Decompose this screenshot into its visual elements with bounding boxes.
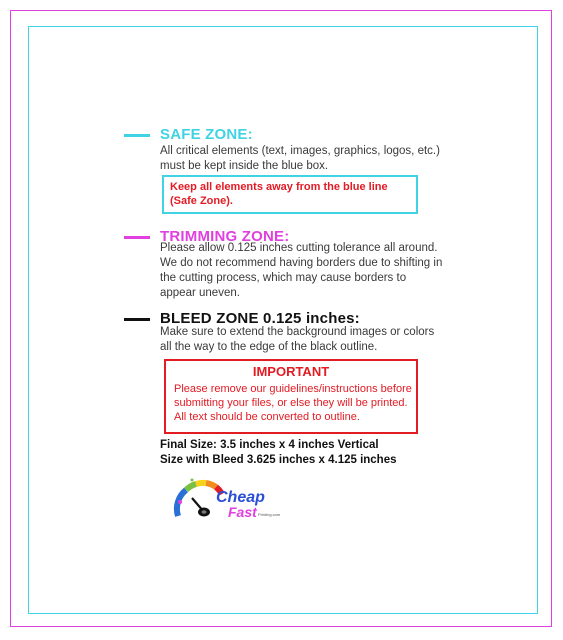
text-line: Keep all elements away from the blue line xyxy=(170,181,388,193)
text-line: Please remove our guidelines/instructions before xyxy=(174,383,412,395)
size-specifications xyxy=(160,438,397,468)
trimming-zone-legend-dash xyxy=(124,236,150,239)
logo-suffix: Printing.com xyxy=(258,512,281,517)
bleed-zone-legend-dash xyxy=(124,318,150,321)
speedometer-icon xyxy=(172,472,282,524)
safe-zone-description xyxy=(160,144,440,174)
final-size-text: Final Size: 3.5 inches x 4 inches Vertical xyxy=(160,439,379,451)
text-line: (Safe Zone). xyxy=(170,195,233,207)
important-title: IMPORTANT xyxy=(252,364,330,379)
trimming-zone-description xyxy=(160,241,442,301)
text-line: All text should be converted to outline. xyxy=(174,411,360,423)
logo-word-cheap: Cheap xyxy=(216,489,265,506)
text-line: the cutting process, which may cause borders to xyxy=(160,272,407,284)
bleed-zone-description xyxy=(160,325,434,355)
safe-zone-legend-dash xyxy=(124,134,150,137)
safe-zone-notice-box xyxy=(162,175,418,214)
text-line: All critical elements (text, images, graphics, logos, etc.) xyxy=(160,145,440,157)
text-line: all the way to the edge of the black outline. xyxy=(160,341,378,353)
trimming-zone-heading: TRIMMING ZONE: xyxy=(160,228,290,245)
cheapfastprinting-logo xyxy=(172,472,282,524)
text-line: appear uneven. xyxy=(160,287,240,299)
bleed-size-text: Size with Bleed 3.625 inches x 4.125 inches xyxy=(160,454,397,466)
text-line: We do not recommend having borders due to shifting in xyxy=(160,257,443,269)
logo-word-fast: Fast xyxy=(228,504,257,520)
important-notice-box xyxy=(164,359,418,434)
text-line: submitting your files, or else they will be printed. xyxy=(174,397,408,409)
safe-zone-heading: SAFE ZONE: xyxy=(160,126,253,143)
text-line: Please allow 0.125 inches cutting tolerance all around. xyxy=(160,242,438,254)
text-line: Make sure to extend the background images or colors xyxy=(160,326,435,338)
text-line: must be kept inside the blue box. xyxy=(160,160,329,172)
bleed-zone-heading: BLEED ZONE 0.125 inches: xyxy=(160,310,360,327)
